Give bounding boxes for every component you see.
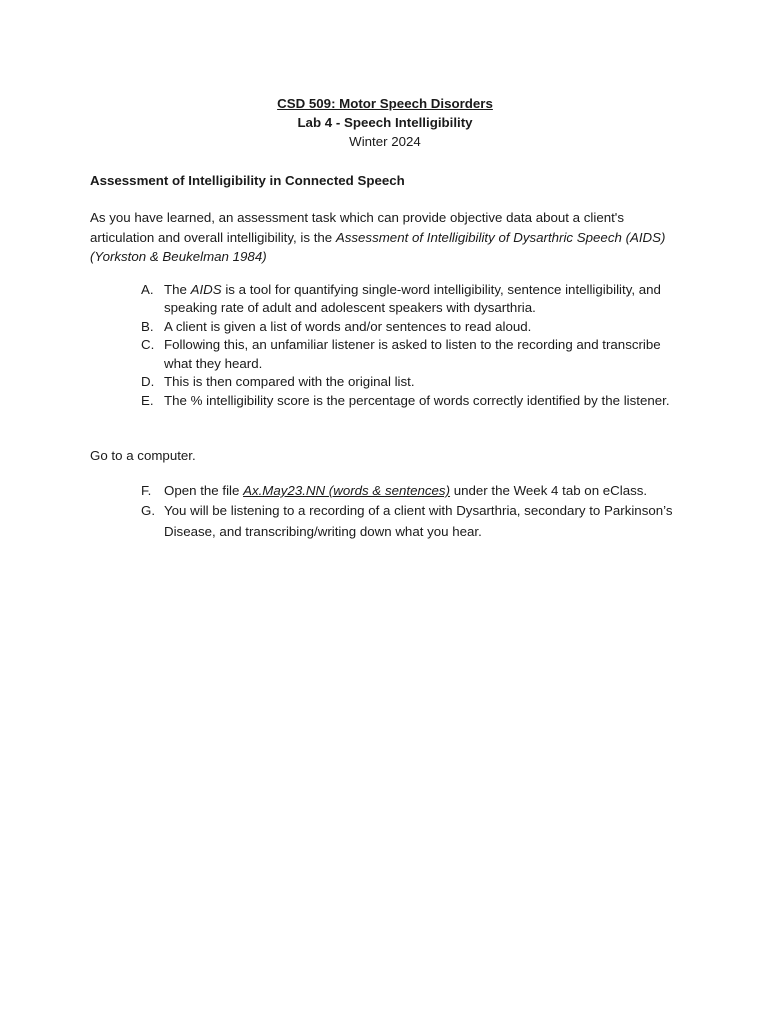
list-item bbox=[90, 318, 680, 337]
list-item bbox=[90, 281, 680, 318]
list-item-text: is a tool for quantifying single-word intelligibility, sentence intelligibility, and speaking rate of adult and adolescent speakers with dysarthria. bbox=[164, 281, 661, 315]
list-marker: B. bbox=[141, 318, 154, 334]
file-link[interactable]: Ax.May23.NN (words & sentences) bbox=[243, 483, 451, 498]
list-marker: E. bbox=[141, 392, 154, 408]
info-list bbox=[90, 281, 680, 411]
list-marker: D. bbox=[141, 374, 155, 389]
list-item-text: under the Week 4 tab on eClass. bbox=[450, 483, 648, 498]
list-marker: F. bbox=[141, 483, 152, 498]
intro-text: As you have learned, an assessment task which can provide objective data about a client's articulation and overall intelligibility, is the bbox=[90, 210, 624, 245]
list-marker: G. bbox=[141, 503, 156, 518]
list-item-text: A client is given a list of words and/or sentences to read aloud. bbox=[164, 318, 532, 334]
goto-instruction: Go to a computer. bbox=[90, 448, 196, 463]
intro-italic-text: Assessment of Intelligibility of Dysarthric Speech (AIDS) (Yorkston & Beukelman 1984) bbox=[90, 229, 666, 264]
list-item-text: This is then compared with the original list. bbox=[164, 374, 415, 389]
lab-title: Lab 4 - Speech Intelligibility bbox=[297, 115, 473, 130]
list-item bbox=[90, 336, 680, 373]
list-item-prefix: The bbox=[164, 281, 191, 297]
document-page bbox=[90, 94, 680, 542]
document-header bbox=[90, 94, 680, 151]
list-item bbox=[90, 500, 680, 542]
list-marker: A. bbox=[141, 281, 154, 297]
list-item-text: You will be listening to a recording of a client with Dysarthria, secondary to Parkinson’s Disease, and transcribing/writing down what you hear. bbox=[164, 503, 673, 539]
list-item-italic: AIDS bbox=[190, 281, 222, 297]
list-item bbox=[90, 373, 680, 392]
list-item-text: Following this, an unfamiliar listener is asked to listen to the recording and transcribe what they heard. bbox=[164, 337, 661, 371]
section-heading: Assessment of Intelligibility in Connected Speech bbox=[90, 173, 405, 188]
term: Winter 2024 bbox=[349, 134, 421, 149]
list-marker: C. bbox=[141, 337, 155, 352]
list-item-text: The % intelligibility score is the percentage of words correctly identified by the listener. bbox=[164, 392, 670, 408]
list-item bbox=[90, 392, 680, 411]
intro-paragraph bbox=[90, 208, 680, 267]
list-item-prefix: Open the file bbox=[164, 483, 244, 498]
course-title: CSD 509: Motor Speech Disorders bbox=[277, 96, 493, 111]
task-list bbox=[90, 481, 680, 542]
list-item bbox=[90, 481, 680, 500]
